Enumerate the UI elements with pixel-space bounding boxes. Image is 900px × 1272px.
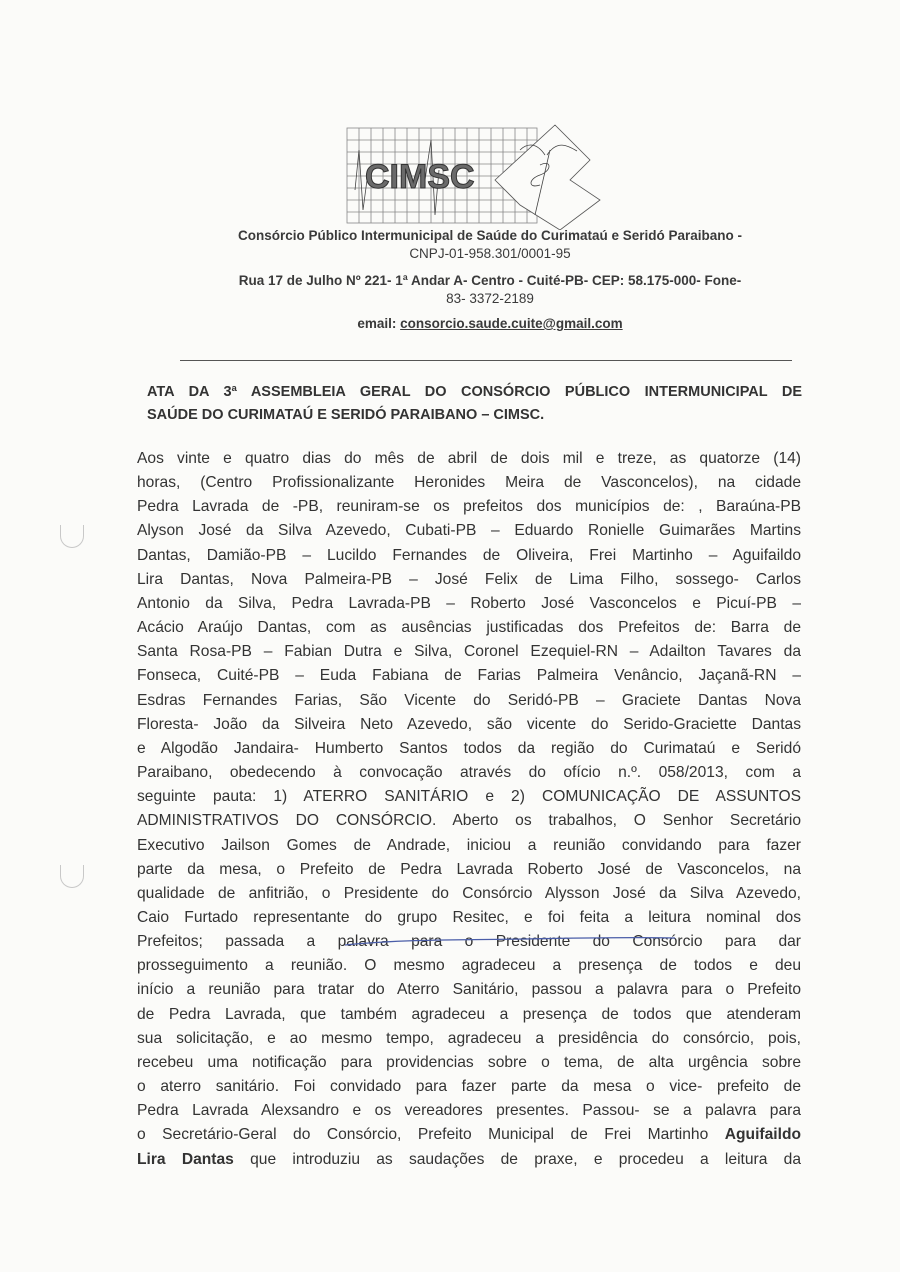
document-body [137, 447, 801, 1172]
body-text: o Secretário-Geral do Consórcio, Prefeito Municipal de Frei Martinho [137, 1126, 725, 1144]
bold-name: Aguifaildo [724, 1126, 801, 1144]
body-line: Alyson José da Silva Azevedo, Cubati-PB – Eduardo Ronielle Guimarães Martins [137, 522, 801, 540]
document-title [147, 381, 802, 427]
body-line: e Algodão Jandaira- Humberto Santos todos da região do Curimataú e Seridó [137, 739, 801, 757]
punch-hole-mark [60, 865, 84, 888]
body-line: Aos vinte e quatro dias do mês de abril de dois mil e treze, as quatorze (14) [137, 450, 801, 467]
email-label: email: [357, 316, 401, 331]
body-line: o aterro sanitário. Foi convidado para fazer parte da mesa o vice- prefeito de [137, 1078, 801, 1096]
body-text: que introduziu as saudações de praxe, e procedeu a leitura da [233, 1150, 801, 1168]
body-line: parte da mesa, o Prefeito de Pedra Lavrada Roberto José de Vasconcelos, na [137, 860, 801, 878]
body-line: recebeu uma notificação para providencias sobre o tema, de alta urgência sobre [137, 1053, 801, 1071]
body-line [137, 1148, 801, 1172]
body-line: seguinte pauta: 1) ATERRO SANITÁRIO e 2) COMUNICAÇÃO DE ASSUNTOS [137, 788, 801, 806]
org-email-line [150, 316, 830, 331]
pen-underline-mark [345, 935, 675, 947]
body-line: Executivo Jailson Gomes de Andrade, iniciou a reunião convidando para fazer [137, 836, 801, 854]
body-line: ADMINISTRATIVOS DO CONSÓRCIO. Aberto os trabalhos, O Senhor Secretário [137, 812, 801, 830]
body-line: início a reunião para tratar do Aterro Sanitário, passou a palavra para o Prefeito [137, 981, 801, 999]
body-line: Paraibano, obedecendo à convocação através do ofício n.º. 058/2013, com a [137, 764, 801, 782]
body-line: Antonio da Silva, Pedra Lavrada-PB – Roberto José Vasconcelos e Picuí-PB – [137, 594, 801, 612]
body-line: Santa Rosa-PB – Fabian Dutra e Silva, Coronel Ezequiel-RN – Adailton Tavares da [137, 643, 801, 661]
org-address: Rua 17 de Julho Nº 221- 1ª Andar A- Centro - Cuité-PB- CEP: 58.175-000- Fone- [238, 273, 742, 288]
header-divider [180, 360, 792, 361]
org-phone: 83- 3372-2189 [446, 291, 534, 306]
title-line-2: SAÚDE DO CURIMATAÚ E SERIDÓ PARAIBANO – CIMSC. [147, 407, 545, 423]
body-line [137, 1123, 801, 1147]
body-line: Pedra Lavrada de -PB, reuniram-se os prefeitos dos municípios de: , Baraúna-PB [137, 498, 801, 516]
body-line: Lira Dantas, Nova Palmeira-PB – José Felix de Lima Filho, sossego- Carlos [137, 570, 801, 588]
org-name: Consórcio Público Intermunicipal de Saúde do Curimataú e Seridó Paraibano - [237, 228, 743, 243]
body-line: sua solicitação, e ao mesmo tempo, agradeceu a presidência do consórcio, pois, [137, 1029, 801, 1047]
body-line: Prefeitos; passada a palavra para o Presidente do Consórcio para dar [137, 933, 801, 951]
org-cnpj: CNPJ-01-958.301/0001-95 [409, 246, 571, 261]
body-line: Floresta- João da Silveira Neto Azevedo, são vicente do Serido-Graciette Dantas [137, 715, 801, 733]
body-line: qualidade de anfitrião, o Presidente do Consórcio Alysson José da Silva Azevedo, [137, 884, 801, 902]
email-link[interactable]: consorcio.saude.cuite@gmail.com [400, 316, 623, 331]
bold-name: Lira Dantas [137, 1150, 234, 1168]
title-line-1: ATA DA 3ª ASSEMBLEIA GERAL DO CONSÓRCIO PÚBLICO INTERMUNICIPAL DE [147, 384, 802, 400]
body-line: horas, (Centro Profissionalizante Heronides Meira de Vasconcelos), na cidade [137, 474, 801, 492]
logo-text: CIMSC [365, 158, 475, 196]
cimsc-logo [345, 120, 610, 230]
body-line: Acácio Araújo Dantas, com as ausências justificadas dos Prefeitos de: Barra de [137, 619, 801, 637]
body-line: Pedra Lavrada Alexsandro e os vereadores presentes. Passou- se a palavra para [137, 1102, 801, 1120]
body-line: Esdras Fernandes Farias, São Vicente do Seridó-PB – Graciete Dantas Nova [137, 691, 801, 709]
body-line: Caio Furtado representante do grupo Resitec, e foi feita a leitura nominal dos [137, 908, 801, 926]
punch-hole-mark [60, 525, 84, 548]
body-line: Fonseca, Cuité-PB – Euda Fabiana de Farias Palmeira Venâncio, Jaçanã-RN – [137, 667, 801, 685]
body-line: Dantas, Damião-PB – Lucildo Fernandes de Oliveira, Frei Martinho – Aguifaildo [137, 546, 801, 564]
body-line: prosseguimento a reunião. O mesmo agradeceu a presença de todos e deu [137, 957, 801, 975]
body-line: de Pedra Lavrada, que também agradeceu a presença de todos que atenderam [137, 1005, 801, 1023]
